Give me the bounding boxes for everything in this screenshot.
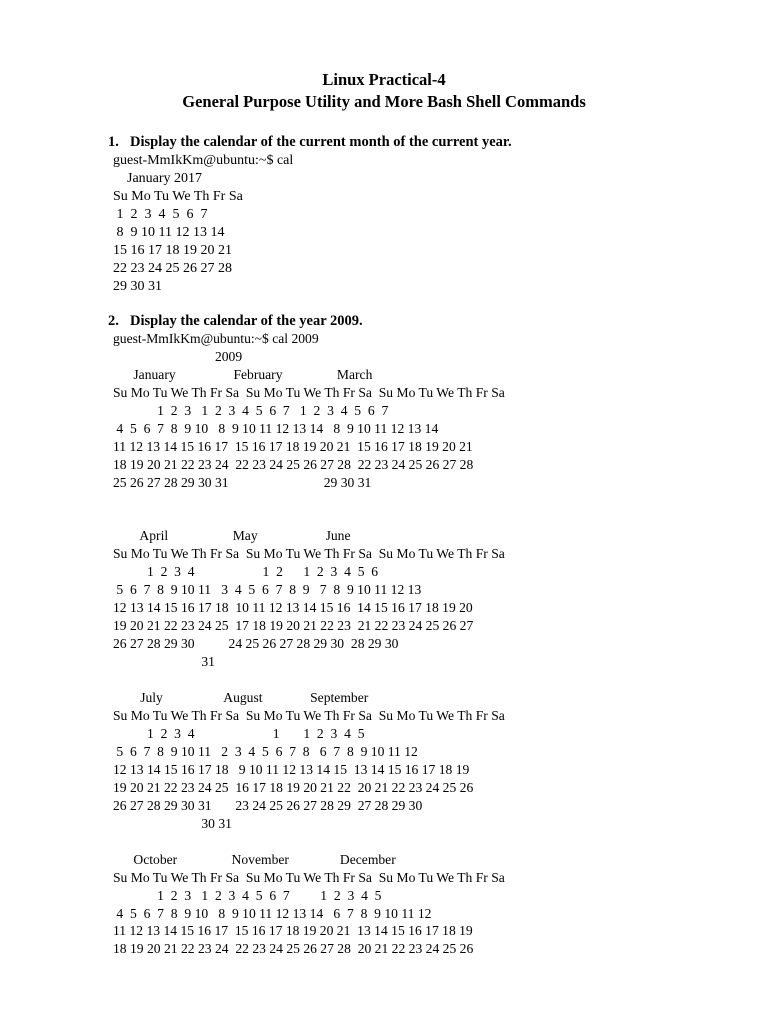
question-1-number: 1.	[108, 134, 119, 150]
question-1-terminal-output: guest-MmIkKm@ubuntu:~$ cal January 2017 Su Mo Tu We Th Fr Sa 1 2 3 4 5 6 7 8 9 10 11 12 13 14 15 16 17 18 19 20 21 22 23 24 25 26 27 28 29 30 31	[113, 153, 294, 294]
question-2-text: Display the calendar of the year 2009.	[130, 313, 363, 329]
question-1-heading	[108, 133, 512, 151]
question-2-number: 2.	[108, 313, 119, 329]
question-1-text: Display the calendar of the current month of the current year.	[130, 134, 512, 150]
document-title: Linux Practical-4	[322, 70, 446, 89]
question-2-heading	[108, 312, 363, 330]
question-2-terminal-output: guest-MmIkKm@ubuntu:~$ cal 2009 2009 January February March Su Mo Tu We Th Fr Sa Su Mo Tu We Th Fr Sa Su Mo Tu We Th Fr Sa 1 2 3 1 2 3 4 5 6 7 1 2 3 4 5 6 7 4 5 6 7 8 9 10 8 9 10 11 12 13 14 8 9 10 11 12 13 14 11 12 13 14 15 16 17 15 16 17 18 19 20 21 15 16 17 18 19 20 21 18 19 20 21 22 23 24 22 23 24 25 26 27 28 22 23 24 25 26 27 28 25 26 27 28 29 30 31 29 30 31 April May June Su Mo Tu We Th Fr Sa Su Mo Tu We Th Fr Sa Su Mo Tu We Th Fr Sa 1 2 3 4 1 2 1 2 3 4 5 6 5 6 7 8 9 10 11 3 4 5 6 7 8 9 7 8 9 10 11 12 13 12 13 14 15 16 17 18 10 11 12 13 14 15 16 14 15 16 17 18 19 20 19 20 21 22 23 24 25 17 18 19 20 21 22 23 21 22 23 24 25 26 27 26 27 28 29 30 24 25 26 27 28 29 30 28 29 30 31 July August September Su Mo Tu We Th Fr Sa Su Mo Tu We Th Fr Sa Su Mo Tu We Th Fr Sa 1 2 3 4 1 1 2 3 4 5 5 6 7 8 9 10 11 2 3 4 5 6 7 8 6 7 8 9 10 11 12 12 13 14 15 16 17 18 9 10 11 12 13 14 15 13 14 15 16 17 18 19 19 20 21 22 23 24 25 16 17 18 19 20 21 22 20 21 22 23 24 25 26 26 27 28 29 30 31 23 24 25 26 27 28 29 27 28 29 30 30 31 October November December Su Mo Tu We Th Fr Sa Su Mo Tu We Th Fr Sa Su Mo Tu We Th Fr Sa 1 2 3 1 2 3 4 5 6 7 1 2 3 4 5 4 5 6 7 8 9 10 8 9 10 11 12 13 14 6 7 8 9 10 11 12 11 12 13 14 15 16 17 15 16 17 18 19 20 21 13 14 15 16 17 18 19 18 19 20 21 22 23 24 22 23 24 25 26 27 28 20 21 22 23 24 25 26	[113, 331, 505, 957]
document-subtitle: General Purpose Utility and More Bash Shell Commands	[182, 92, 586, 111]
